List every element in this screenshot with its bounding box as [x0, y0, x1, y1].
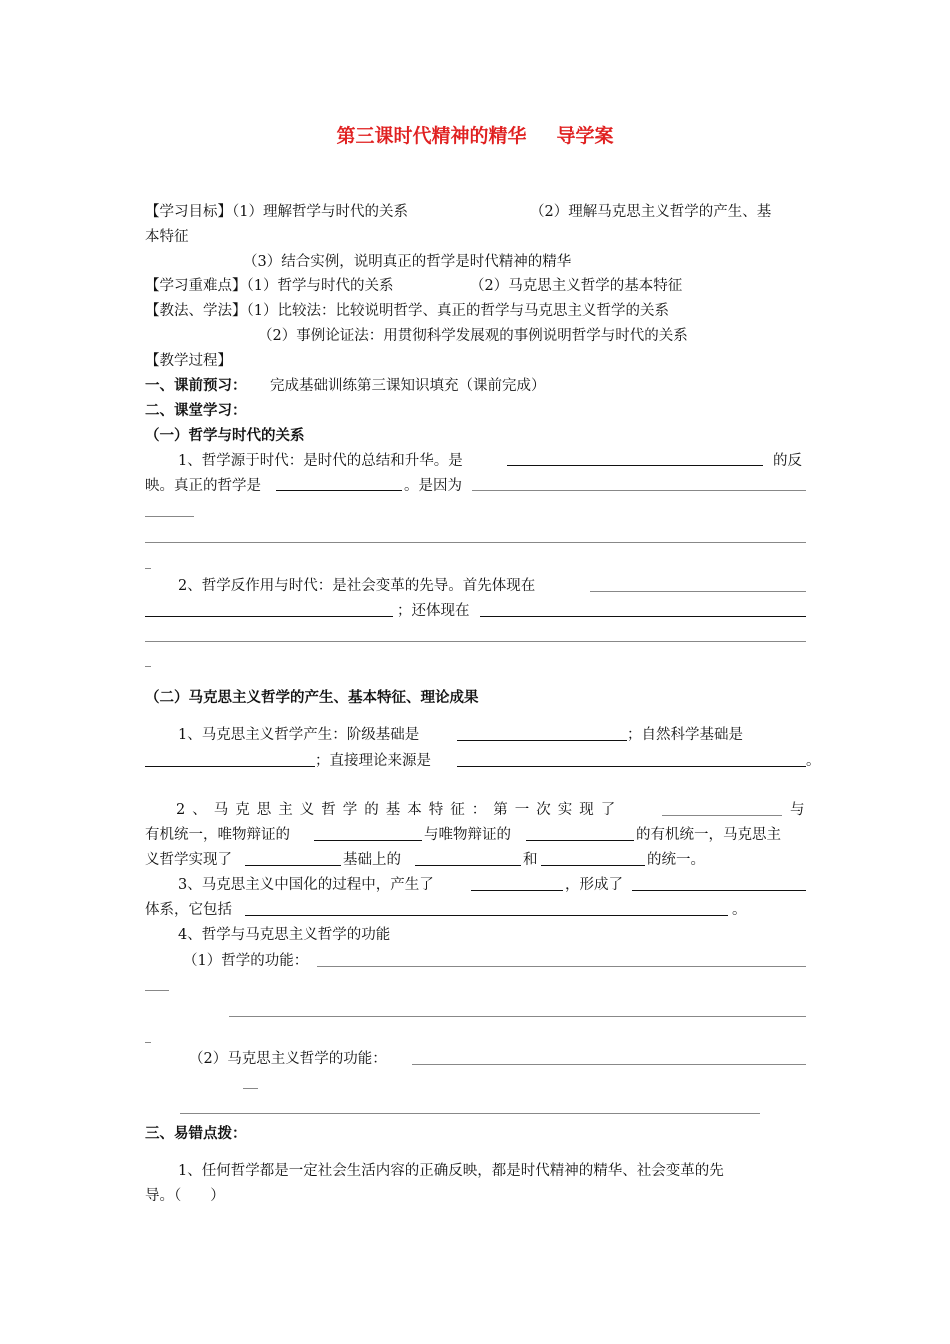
s2-q4-2-label: （2）马克思主义哲学的功能： [189, 1051, 387, 1067]
s1-q1-blank-3-cont[interactable] [145, 516, 194, 517]
section3-label: 三、易错点拨： [145, 1125, 247, 1142]
class-label: 二、课堂学习： [145, 402, 247, 419]
s2-q2-blank-5[interactable] [415, 865, 521, 866]
s2-q1-blank-1[interactable] [457, 740, 627, 741]
s2-q2-blank-4[interactable] [245, 865, 341, 866]
s2-q4-text: 4、哲学与马克思主义哲学的功能 [178, 927, 391, 943]
methods-label: 【教法、学法】 [145, 303, 247, 319]
goal-3: （3）结合实例，说明真正的哲学是时代精神的精华 [243, 254, 572, 270]
goal-2: （2）理解马克思主义哲学的产生、基 [530, 204, 772, 220]
s2-q3-text-a: 3、马克思主义中国化的过程中，产生了 [178, 877, 434, 893]
s1-q1-text-a: 1、哲学源于时代：是时代的总结和升华。是 [178, 453, 463, 469]
s2-q3-text-d: 。 [732, 902, 747, 918]
key-points-label: 【学习重难点】 [145, 278, 247, 294]
s2-q4-1-label: （1）哲学的功能： [183, 953, 309, 969]
s2-q4-1-blank[interactable] [317, 966, 806, 967]
s2-q1-text-b: ；自然科学基础是 [627, 727, 743, 743]
s2-q2-text-h: 和 [523, 852, 538, 868]
s2-q2-text-e: 的有机统一，马克思主 [636, 827, 781, 843]
s2-q2-blank-3[interactable] [526, 840, 634, 841]
s2-q1-blank-3[interactable] [457, 766, 806, 767]
preview-text: 完成基础训练第三课知识填充（课前完成） [270, 378, 546, 394]
s2-q2-blank-6[interactable] [541, 865, 645, 866]
s1-q1-answer-line[interactable] [145, 542, 806, 543]
page-title [0, 124, 950, 148]
s1-q2-text-b: ；还体现在 [397, 603, 470, 619]
s2-q1-text-a: 1、马克思主义哲学产生：阶级基础是 [178, 727, 420, 743]
s2-q4-1-answer-line[interactable] [229, 1016, 806, 1017]
section2-heading: （二）马克思主义哲学的产生、基本特征、理论成果 [145, 689, 479, 706]
s1-q2-answer-line-end [145, 666, 151, 667]
goal-1: （1）理解哲学与时代的关系 [232, 204, 408, 220]
method-1: （1）比较法：比较说明哲学、真正的哲学与马克思主义哲学的关系 [246, 303, 669, 319]
title-main: 第三课时代精神的精华 [336, 125, 527, 147]
s3-q1-text-b: 导。（ ） [145, 1188, 225, 1204]
s2-q4-2-blank[interactable] [412, 1064, 806, 1065]
key-point-1: （1）哲学与时代的关系 [246, 278, 394, 294]
s2-q1-text-d: 。 [806, 753, 821, 769]
key-point-2: （2）马克思主义哲学的基本特征 [470, 278, 683, 294]
s2-q3-text-b: ，形成了 [565, 877, 623, 893]
s2-q2-blank-1[interactable] [662, 815, 782, 816]
s2-q1-blank-2[interactable] [145, 766, 315, 767]
s1-q2-blank-2[interactable] [480, 616, 806, 617]
s1-q2-blank-1-cont[interactable] [145, 616, 393, 617]
s2-q3-blank-3[interactable] [245, 915, 728, 916]
s2-q2-text-g: 基础上的 [343, 852, 401, 868]
s2-q2-blank-2[interactable] [314, 840, 422, 841]
s2-q2-text-i: 的统一。 [647, 852, 705, 868]
s2-q2-text-a: 2、马克思主义哲学的基本特征：第一次实现了 [176, 802, 623, 818]
s1-q1-blank-3[interactable] [472, 490, 806, 491]
s1-q1-text-b: 的反 [773, 453, 802, 469]
s2-q2-text-b: 与 [790, 802, 805, 818]
method-2: （2）事例论证法：用贯彻科学发展观的事例说明哲学与时代的关系 [258, 328, 688, 344]
process-label: 【教学过程】 [145, 353, 232, 369]
s3-q1-text-a: 1、任何哲学都是一定社会生活内容的正确反映，都是时代精神的精华、社会变革的先 [178, 1163, 724, 1179]
s1-q1-text-d: 。是因为 [404, 478, 462, 494]
s1-q2-answer-line[interactable] [145, 641, 806, 642]
goal-2-cont: 本特征 [145, 229, 189, 245]
s1-q1-answer-line-end [145, 568, 151, 569]
s2-q4-2-answer-line[interactable] [180, 1113, 760, 1114]
goals-line-1 [145, 203, 408, 221]
s2-q2-text-c: 有机统一，唯物辩证的 [145, 827, 290, 843]
methods-line [145, 302, 669, 320]
s1-q1-text-c: 映。真正的哲学是 [145, 478, 261, 494]
s2-q2-text-d: 与唯物辩证的 [424, 827, 511, 843]
goals-label: 【学习目标】 [145, 204, 232, 220]
s2-q3-blank-1[interactable] [471, 890, 563, 891]
s2-q1-text-c: ；直接理论来源是 [315, 753, 431, 769]
s1-q1-blank-2[interactable] [276, 490, 402, 491]
section1-heading: （一）哲学与时代的关系 [145, 427, 305, 444]
s1-q2-text-a: 2、哲学反作用与时代：是社会变革的先导。首先体现在 [178, 578, 536, 594]
s2-q4-1-answer-line-end [145, 1042, 151, 1043]
title-sub: 导学案 [556, 125, 614, 147]
s2-q4-1-blank-cont[interactable] [145, 990, 169, 991]
s2-q3-text-c: 体系，它包括 [145, 902, 232, 918]
s1-q2-blank-1[interactable] [590, 591, 806, 592]
key-points-line [145, 277, 393, 295]
s1-q1-blank-1[interactable] [507, 465, 763, 466]
s2-q2-text-f: 义哲学实现了 [145, 852, 232, 868]
preview-label: 一、课前预习： [145, 377, 247, 394]
s2-q3-blank-2[interactable] [632, 890, 806, 891]
s2-q4-2-blank-cont[interactable] [243, 1088, 258, 1089]
